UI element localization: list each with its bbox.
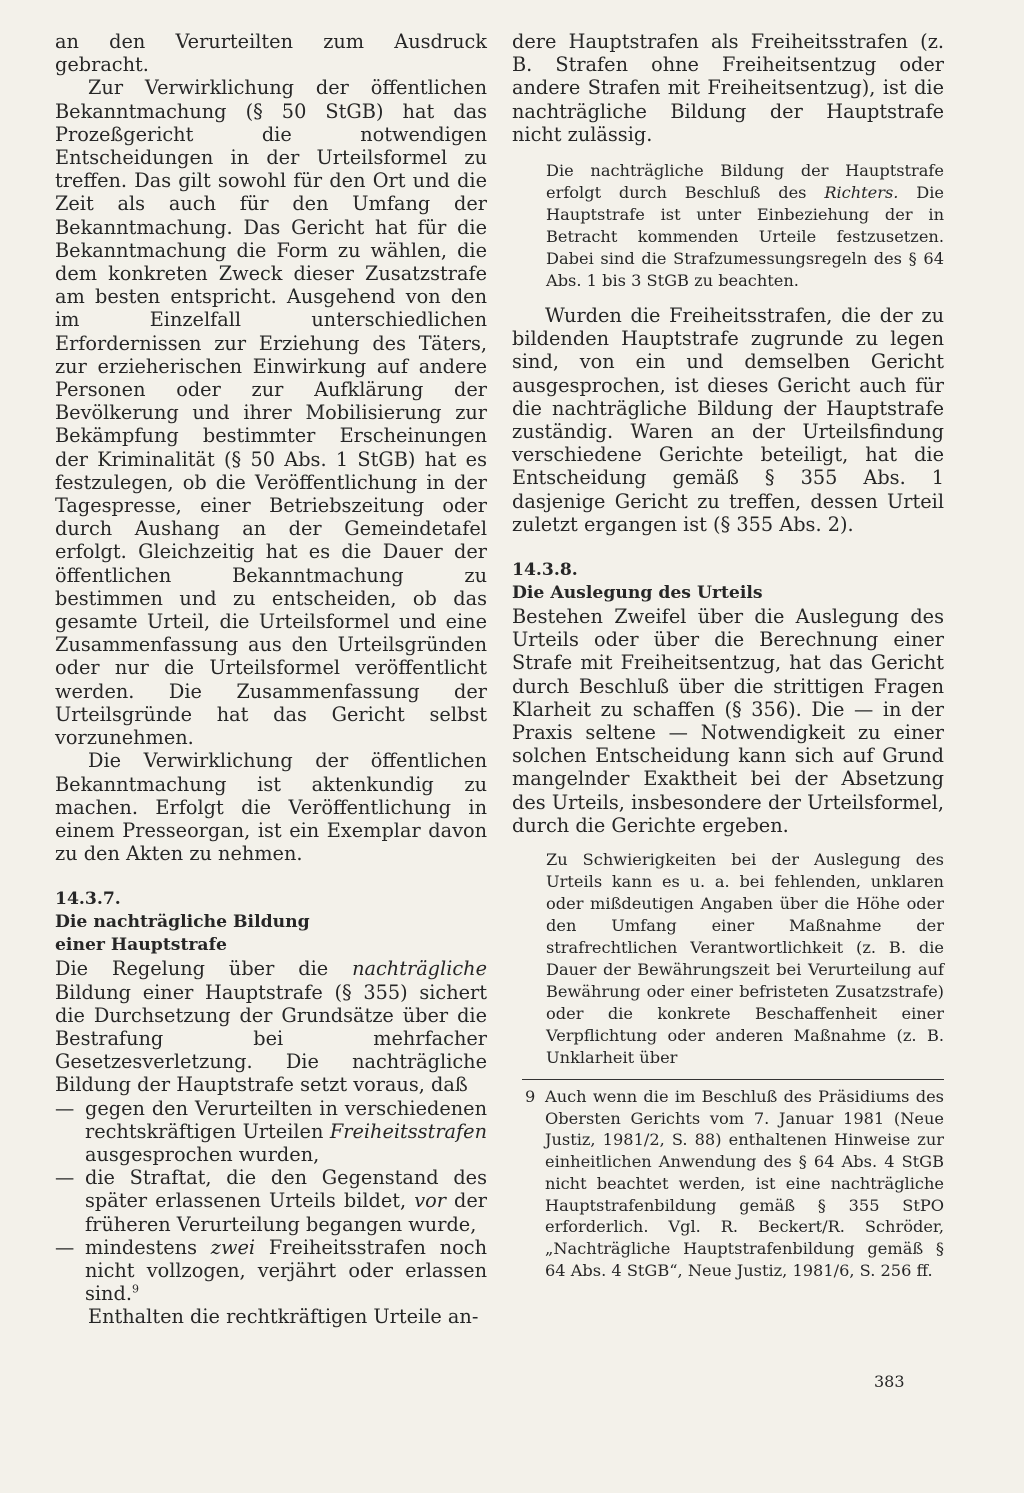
list-item [55, 1097, 487, 1167]
dash-bullet: — [55, 1166, 75, 1190]
section-number: 14.3.8. [512, 560, 578, 581]
text-run: der früheren Verurteilung begangen wurde, [85, 1189, 487, 1236]
text-run: Die nachträgliche Bildung der Hauptstrafe erfolgt durch Beschluß des [546, 161, 944, 203]
italic-text: zwei [210, 1235, 256, 1259]
paragraph: Die Verwirklichung der öffentlichen Bekanntmachung ist aktenkundig zu machen. Erfolgt die Veröffentlichung in einem Presseorgan, ist ein Exemplar davon zu den Akten zu nehmen. [55, 749, 487, 866]
text-run: ausgesprochen wurden, [85, 1142, 320, 1166]
section-title-line: Die Auslegung des Urteils [512, 583, 763, 604]
footnote-text: Auch wenn die im Beschluß des Präsidiums des Obersten Gerichts vom 7. Januar 1981 (Neue Justiz, 1981/2, S. 88) enthaltenen Hinweise zur einheitlichen Anwendung des § 64 Abs. 4 StGB nicht beachtet werden, ist eine nachträgliche Hauptstrafenbildung gemäß § 355 StPO erforderlich. Vgl. R. Beckert/R. Schröder, „Nachträgliche Hauptstrafenbildung gemäß § 64 Abs. 4 StGB“, Neue Justiz, 1981/6, S. 256 ff. [545, 1087, 944, 1280]
footnote [512, 1086, 944, 1281]
footnote-marker[interactable]: 9 [131, 1282, 139, 1296]
italic-text: Freiheitsstrafen [329, 1119, 487, 1143]
dash-bullet: — [55, 1096, 75, 1120]
footnote-number: 9 [525, 1087, 536, 1107]
section-number: 14.3.7. [55, 889, 121, 910]
section-heading-14-3-8 [512, 559, 944, 605]
list-item [55, 1236, 487, 1306]
dash-bullet: — [55, 1235, 75, 1259]
text-run: gegen den Verurteilten in verschiedenen rechtskräftigen Urteilen [85, 1096, 487, 1143]
text-run: Die Regelung über die [55, 957, 353, 981]
text-run: Bildung einer Hauptstrafe (§ 355) sichert die Durchsetzung der Grundsätze über die Bestrafung bei mehrfacher Gesetzesverletzung. Die nachträgliche Bildung der Hauptstrafe setzt voraus, daß [55, 980, 487, 1097]
left-column [55, 30, 487, 1329]
italic-text: Richters. [824, 183, 899, 203]
section-title-line: Die nachträgliche Bildung [55, 912, 310, 933]
section-heading-14-3-7 [55, 888, 487, 957]
italic-text: nachträgliche [352, 957, 487, 981]
paragraph: Bestehen Zweifel über die Auslegung des Urteils oder über die Berechnung einer Strafe mit Freiheitsentzug, hat das Gericht durch Beschluß über die strittigen Fragen Klarheit zu schaffen (§ 356). Die — in der Praxis seltene — Notwendigkeit zu einer solchen Entscheidung kann sich auf Grund mangelnder Exaktheit bei der Absetzung des Urteils, insbesondere der Urteilsformel, durch die Gerichte ergeben. [512, 605, 944, 837]
paragraph: Wurden die Freiheitsstrafen, die der zu bildenden Hauptstrafe zugrunde zu legen sind, von ein und demselben Gericht ausgesprochen, ist dieses Gericht auch für die nachträgliche Bildung der Hauptstrafe zuständig. Waren an der Urteilsfindung verschiedene Gerichte beteiligt, hat die Entscheidung gemäß § 355 Abs. 1 dasjenige Gericht zu treffen, dessen Urteil zuletzt ergangen ist (§ 355 Abs. 2). [512, 304, 944, 536]
condition-list [55, 1097, 487, 1306]
right-column [512, 30, 944, 1281]
list-item [55, 1166, 487, 1236]
paragraph: an den Verurteilten zum Ausdruck gebracht. [55, 30, 487, 77]
small-print-paragraph [546, 160, 944, 292]
text-run: mindestens [85, 1235, 211, 1259]
text-run: Die Hauptstrafe ist unter Einbeziehung der in Betracht kommenden Urteile festzusetzen. Dabei sind die Strafzumessungsregeln des § 64 Abs. 1 bis 3 StGB zu beachten. [546, 183, 944, 291]
paragraph: Zur Verwirklichung der öffentlichen Bekanntmachung (§ 50 StGB) hat das Prozeßgericht die notwendigen Entscheidungen in der Urteilsformel zu treffen. Das gilt sowohl für den Ort und die Zeit als auch für den Umfang der Bekanntmachung. Das Gericht hat für die Bekanntmachung die Form zu wählen, die dem konkreten Zweck dieser Zusatzstrafe am besten entspricht. Ausgehend von den im Einzelfall unterschiedlichen Erfordernissen zur Erziehung des Täters, zur erzieherischen Einwirkung auf andere Personen oder zur Aufklärung der Bevölkerung und ihrer Mobilisierung zur Bekämpfung bestimmter Erscheinungen der Kriminalität (§ 50 Abs. 1 StGB) hat es festzulegen, ob die Veröffentlichung in der Tagespresse, einer Betriebszeitung oder durch Aushang an der Gemeindetafel erfolgt. Gleichzeitig hat es die Dauer der öffentlichen Bekanntmachung zu bestimmen und zu entscheiden, ob das gesamte Urteil, die Urteilsformel und eine Zusammenfassung aus den Urteilsgründen oder nur die Urteilsformel veröffentlicht werden. Die Zusammenfassung der Urteilsgründe hat das Gericht selbst vorzunehmen. [55, 76, 487, 750]
small-print-paragraph: Zu Schwierigkeiten bei der Auslegung des Urteils kann es u. a. bei fehlenden, unklaren oder mißdeutigen Angaben über die Höhe oder den Umfang einer Maßnahme der strafrechtlichen Verantwortlichkeit (z. B. die Dauer der Bewährungszeit bei Verurteilung auf Bewährung oder einer befristeten Zusatzstrafe) oder die konkrete Beschaffenheit einer Verpflichtung oder anderen Maßnahme (z. B. Unklarheit über [546, 850, 944, 1068]
footnote-divider [522, 1079, 944, 1080]
page-number: 383 [874, 1372, 905, 1391]
text-run: Freiheitsstrafen noch nicht vollzogen, verjährt oder erlassen sind. [85, 1235, 487, 1306]
italic-text: vor [414, 1189, 446, 1213]
paragraph: Enthalten die rechtkräftigen Urteile an- [88, 1305, 479, 1329]
text-run: die Straftat, die den Gegenstand des später erlassenen Urteils bildet, [85, 1166, 487, 1213]
paragraph [55, 957, 487, 1096]
paragraph: dere Hauptstrafen als Freiheitsstrafen (z. B. Strafen ohne Freiheitsentzug oder andere Strafen mit Freiheitsentzug), ist die nachträgliche Bildung der Hauptstrafe nicht zulässig. [512, 30, 944, 146]
section-title-line: einer Hauptstrafe [55, 935, 227, 956]
